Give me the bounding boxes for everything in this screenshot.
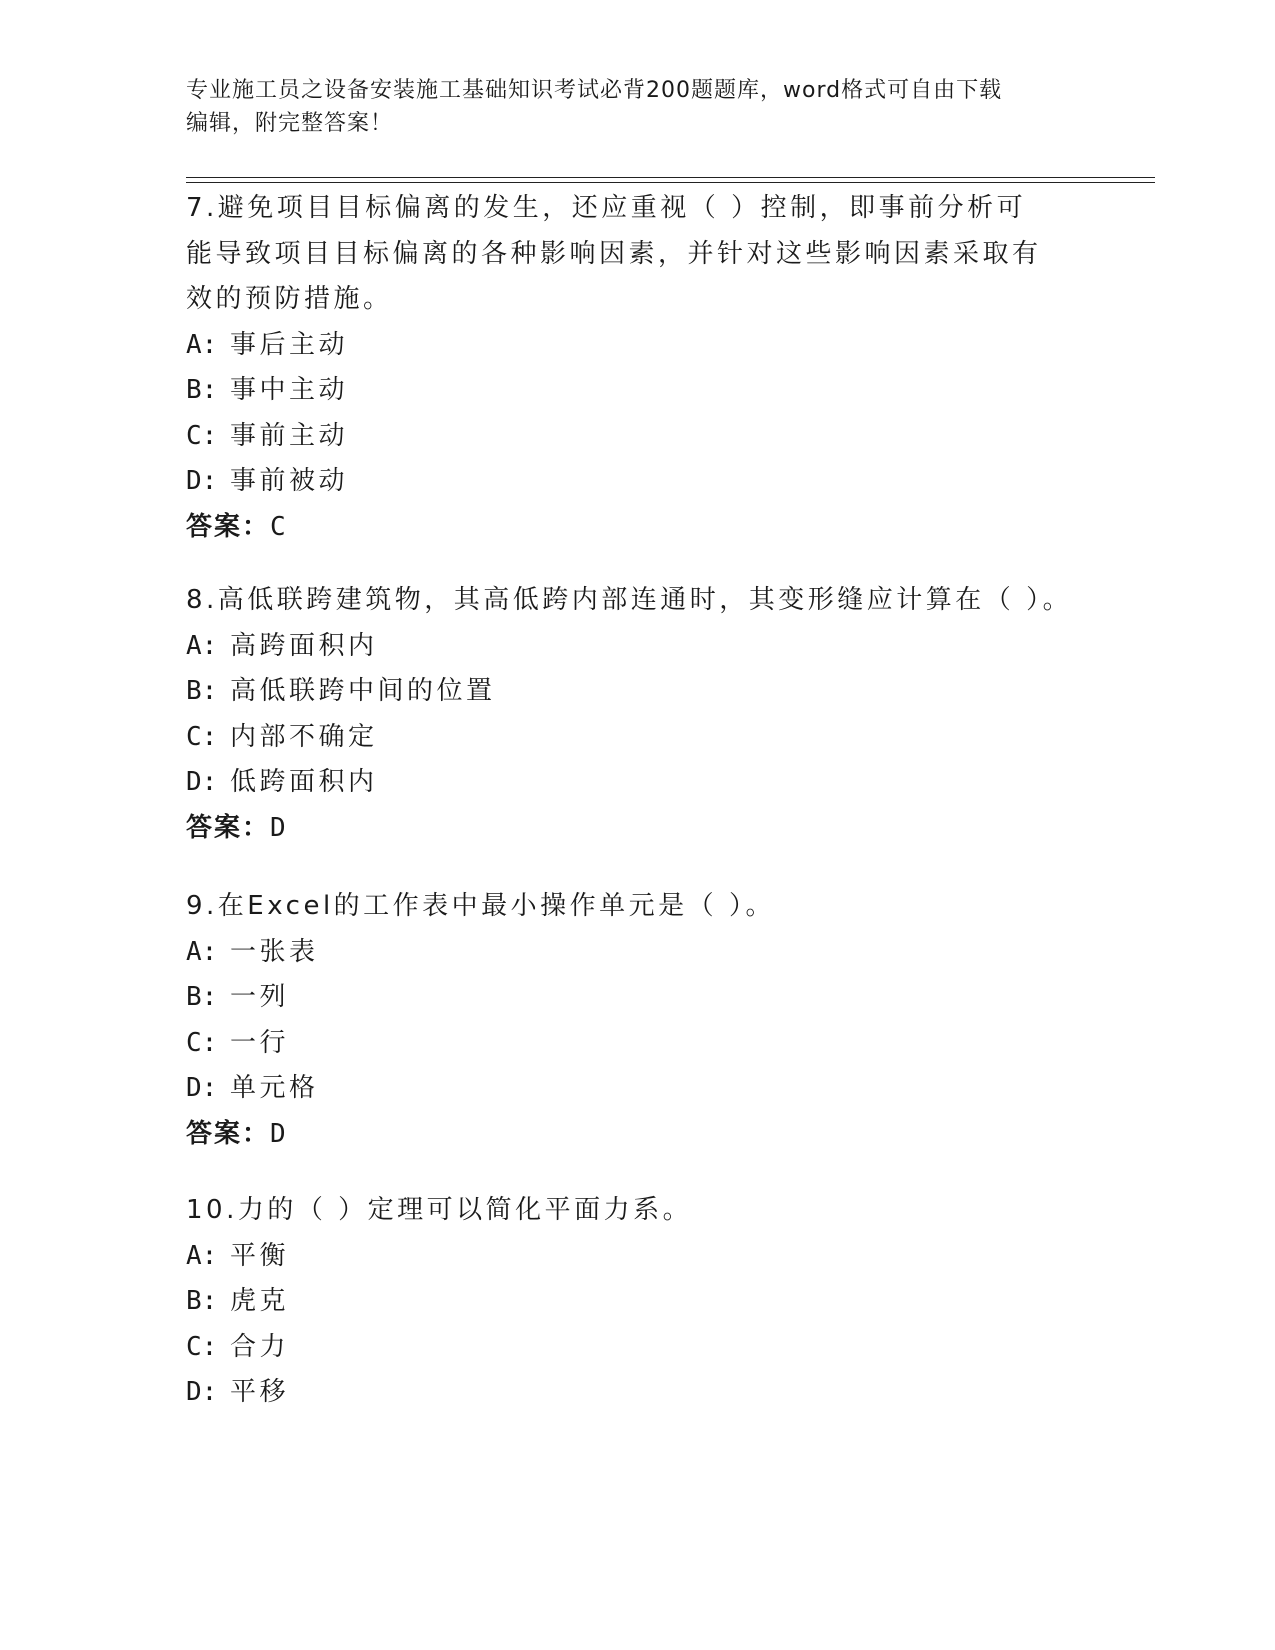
- header-divider-top: [186, 177, 1155, 178]
- question-10: [186, 1188, 1086, 1416]
- option-text: 内部不确定: [230, 721, 378, 752]
- question-9: [186, 884, 1086, 1157]
- question-stem: 8.高低联跨建筑物，其高低跨内部连通时，其变形缝应计算在（ ）。: [186, 585, 1073, 615]
- answer-value: C: [270, 511, 288, 542]
- option-text: 事前被动: [230, 466, 349, 496]
- option-d: [186, 1066, 1086, 1112]
- answer-label: 答案：: [186, 511, 271, 542]
- answer-label: 答案：: [186, 812, 271, 843]
- header-divider-bottom: [186, 182, 1155, 183]
- option-d: [186, 459, 1086, 505]
- option-key: D:: [186, 466, 218, 496]
- question-7: [186, 186, 1086, 550]
- option-c: [186, 414, 1086, 460]
- option-text: 一行: [230, 1027, 290, 1058]
- header-line-2: 编辑，附完整答案！: [186, 111, 394, 136]
- option-key: C:: [186, 1331, 218, 1362]
- option-text: 一张表: [230, 936, 319, 967]
- answer-label: 答案：: [186, 1118, 271, 1149]
- question-8: [186, 578, 1086, 851]
- option-d: [186, 760, 1086, 806]
- option-a: [186, 930, 1086, 976]
- option-a: [186, 624, 1086, 670]
- option-a: [186, 1234, 1086, 1280]
- question-stem: 9.在Excel的工作表中最小操作单元是（ ）。: [186, 891, 775, 921]
- answer-value: D: [270, 1118, 288, 1149]
- answer-value: D: [270, 812, 288, 843]
- answer: [186, 806, 1086, 852]
- option-a: [186, 323, 1086, 369]
- option-text: 高跨面积内: [230, 630, 378, 661]
- option-text: 高低联跨中间的位置: [230, 676, 496, 706]
- question-stem: 10.力的（ ）定理可以简化平面力系。: [186, 1195, 693, 1225]
- option-key: A:: [186, 329, 218, 360]
- option-key: D:: [186, 1073, 218, 1103]
- answer: [186, 505, 1086, 551]
- option-key: A:: [186, 1240, 218, 1271]
- option-key: C:: [186, 1027, 218, 1058]
- option-key: C:: [186, 721, 218, 752]
- option-key: D:: [186, 767, 218, 797]
- header-line-1: 专业施工员之设备安装施工基础知识考试必背200题题库，word格式可自由下载: [186, 78, 1003, 103]
- option-text: 平衡: [230, 1240, 290, 1271]
- option-c: [186, 1021, 1086, 1067]
- option-b: [186, 669, 1086, 715]
- answer: [186, 1112, 1086, 1158]
- option-key: B:: [186, 982, 218, 1012]
- option-b: [186, 975, 1086, 1021]
- question-stem: 7.避免项目目标偏离的发生，还应重视（ ）控制，即事前分析可能导致项目目标偏离的各种影响因素，并针对这些影响因素采取有效的预防措施。: [186, 193, 1042, 314]
- option-key: D:: [186, 1377, 218, 1407]
- option-text: 合力: [230, 1331, 290, 1362]
- option-key: B:: [186, 676, 218, 706]
- option-key: C:: [186, 420, 218, 451]
- option-d: [186, 1370, 1086, 1416]
- option-text: 低跨面积内: [230, 767, 378, 797]
- option-b: [186, 1279, 1086, 1325]
- option-text: 事中主动: [230, 375, 349, 405]
- document-header: [186, 74, 1066, 140]
- option-c: [186, 1325, 1086, 1371]
- option-key: B:: [186, 1286, 218, 1316]
- option-b: [186, 368, 1086, 414]
- option-text: 一列: [230, 982, 290, 1012]
- option-text: 平移: [230, 1377, 290, 1407]
- option-key: A:: [186, 630, 218, 661]
- option-c: [186, 715, 1086, 761]
- option-text: 事后主动: [230, 329, 349, 360]
- option-key: A:: [186, 936, 218, 967]
- option-text: 事前主动: [230, 420, 349, 451]
- option-text: 虎克: [230, 1286, 290, 1316]
- option-text: 单元格: [230, 1073, 319, 1103]
- option-key: B:: [186, 375, 218, 405]
